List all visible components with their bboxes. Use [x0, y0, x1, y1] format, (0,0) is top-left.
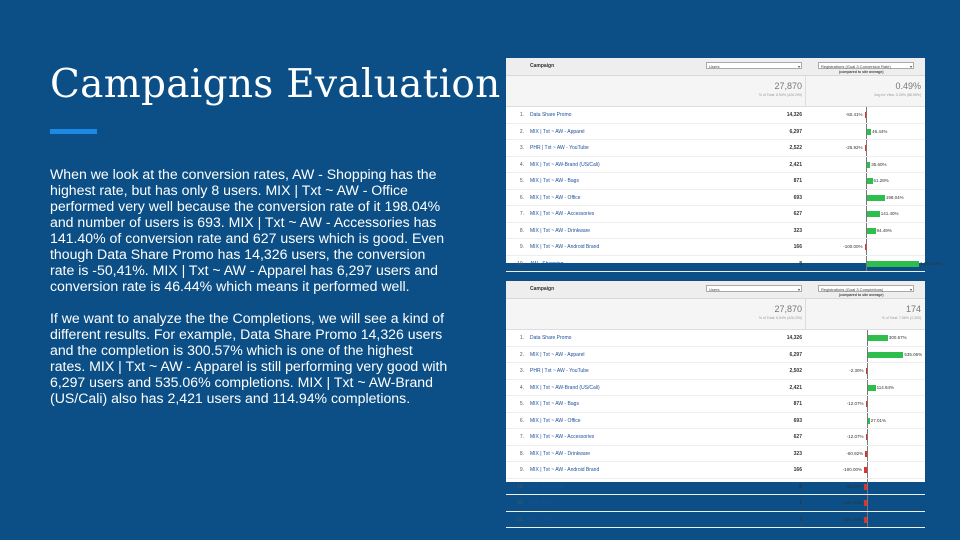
users-value: 7	[799, 500, 802, 506]
table-row[interactable]	[506, 363, 925, 380]
table-row[interactable]	[506, 347, 925, 364]
percent-label: 94.49%	[876, 227, 892, 233]
percent-label: 198.04%	[885, 194, 904, 200]
completions-table	[506, 281, 925, 523]
chevron-down-icon: ▾	[797, 64, 800, 69]
table-row[interactable]	[506, 380, 925, 397]
campaign-link[interactable]: MIX | Txt ~ AW - Apparel	[530, 128, 585, 135]
percent-label: -100.00%	[842, 467, 862, 472]
table-row[interactable]	[506, 462, 925, 479]
percent-label: 46.44%	[872, 128, 888, 134]
campaign-link[interactable]: MIX | Txt ~ AW - Apparel	[530, 351, 585, 358]
users-value: 7	[799, 516, 802, 523]
percent-label: 27.01%	[870, 417, 887, 423]
campaign-link[interactable]: AW - Office	[530, 516, 556, 523]
table-row[interactable]	[506, 206, 925, 223]
zero-axis	[867, 396, 868, 412]
row-number: 2.	[519, 128, 524, 135]
campaign-link[interactable]: MIX | Txt ~ AW - Bags	[530, 401, 579, 407]
conversion-metric-select[interactable]: Registrations (Goal 3 Conversion Rate) ▾	[818, 62, 914, 69]
users-value: 14,326	[786, 335, 802, 341]
chevron-down-icon: ▾	[909, 287, 912, 292]
campaign-link[interactable]: MIX | Txt ~ AW - Android Brand	[530, 467, 600, 473]
users-value: 8	[799, 260, 802, 267]
row-number: 4.	[519, 384, 524, 391]
zero-axis	[867, 512, 868, 528]
percent-bar	[867, 178, 873, 184]
campaign-link[interactable]: MIX | Txt ~ AW-Brand (US/Cali)	[530, 161, 600, 168]
percent-bar	[868, 418, 870, 424]
zero-axis	[866, 107, 867, 123]
row-number: 9.	[519, 467, 524, 473]
zero-axis	[867, 462, 868, 478]
row-number: 8.	[519, 450, 524, 457]
campaign-link[interactable]: AW - Bags	[530, 500, 554, 506]
percent-bar	[868, 385, 876, 391]
slide-body	[50, 166, 450, 422]
campaign-link[interactable]: Data Share Promo	[530, 335, 572, 341]
percent-label: -25.92%	[845, 145, 863, 150]
campaign-column-header: Campaign	[530, 63, 555, 69]
users-value: 6,297	[789, 128, 802, 135]
users-value: 871	[793, 401, 802, 407]
row-number: 9.	[519, 244, 524, 250]
table-header	[506, 58, 925, 76]
percent-label: 35.60%	[871, 161, 887, 167]
percent-bar	[865, 112, 867, 118]
row-number: 12.	[517, 516, 524, 523]
row-number: 8.	[519, 227, 524, 234]
paragraph-completions: If we want to analyze the the Completions, we will see a kind of different results. For example, Data Share Promo 14,326 users and the completion is 300.57% which is one of the highest rates. MIX | Txt ~ AW - Apparel is still performing very good with 6,297 users and 535.06% completions. MIX | Txt ~ AW-Brand (US/Cali) also has 2,421 users and 114.94% completions.	[50, 310, 448, 406]
percent-label: -90.23%	[845, 483, 863, 489]
percent-bar	[864, 517, 867, 523]
percent-bar	[867, 195, 885, 201]
chevron-down-icon: ▾	[797, 287, 800, 292]
percent-label: -12.07%	[846, 434, 864, 439]
total-users: 27,870	[774, 81, 802, 91]
users-value: 323	[793, 450, 802, 457]
users-value: 627	[793, 211, 802, 217]
table-row[interactable]	[506, 256, 942, 273]
table-row[interactable]	[506, 124, 925, 141]
campaign-column-header: Campaign	[530, 286, 555, 292]
percent-bar	[866, 401, 868, 407]
percent-bar	[867, 261, 919, 267]
users-value: 2,421	[789, 384, 802, 391]
percent-label: 61.28%	[873, 178, 889, 183]
percent-bar	[868, 335, 888, 341]
total-conversion-note: Avg for View: 0.26% (88.59%)	[874, 93, 921, 97]
percent-bar	[867, 162, 870, 168]
row-number: 6.	[519, 417, 524, 424]
users-value: 8	[799, 483, 802, 490]
row-number: 4.	[519, 161, 524, 168]
zero-axis	[867, 429, 868, 445]
percent-bar	[867, 211, 880, 217]
campaign-link[interactable]: PHR | Txt ~ AW - YouTube	[530, 145, 589, 151]
campaign-link[interactable]: MIX | Txt ~ AW - Office	[530, 194, 581, 201]
zero-axis	[866, 140, 867, 156]
users-value: 693	[793, 194, 802, 201]
totals-row	[506, 76, 925, 107]
table-row[interactable]	[506, 429, 925, 446]
total-conversion-rate: 0.49%	[895, 81, 921, 91]
row-number: 1.	[519, 112, 524, 118]
percent-bar	[864, 467, 867, 473]
zero-axis	[866, 239, 867, 255]
percent-bar	[866, 434, 868, 440]
paragraph-conversion-rates: When we look at the conversion rates, AW - Shopping has the highest rate, but has only 8 users. MIX | Txt ~ AW - Office performed very well because the conversion rate of it 198.04% and number of users is 693. MIX | Txt ~ AW - Accessories has 141.40% of conversion rate and 627 users which is good. Even though Data Share Promo has 14,326 users, the conversion rate is -50,41%. MIX | Txt ~ AW - Apparel has 6,297 users and conversion rate is 46.44% which means it performed well.	[50, 166, 445, 294]
total-completions: 174	[905, 304, 921, 314]
percent-label: -100.00%	[842, 500, 862, 505]
total-users-note: % of Total: 6.54% (426,299)	[758, 316, 802, 320]
percent-bar	[866, 368, 868, 374]
zero-axis	[867, 479, 868, 495]
users-value: 2,502	[789, 368, 802, 374]
users-metric-select[interactable]: Users ▾	[706, 285, 802, 292]
users-value: 2,421	[789, 161, 802, 168]
table-row[interactable]	[506, 140, 925, 157]
campaign-link[interactable]: MIX | Txt ~ AW - Bags	[530, 178, 579, 184]
campaign-link[interactable]: MIX | Txt ~ AW - Office	[530, 417, 581, 424]
table-row[interactable]	[506, 107, 925, 124]
percent-bar	[865, 451, 867, 457]
zero-axis	[867, 495, 868, 511]
conversion-rate-table	[506, 58, 942, 267]
percent-label: 1,267.65%	[920, 260, 942, 266]
row-number: 11.	[517, 500, 524, 506]
slide-title: Campaigns Evaluation	[50, 62, 501, 107]
percent-label: -12.07%	[846, 401, 864, 406]
percent-bar	[865, 145, 867, 151]
percent-label: 535.06%	[904, 351, 923, 357]
zero-axis	[867, 363, 868, 379]
chevron-down-icon: ▾	[909, 64, 912, 69]
percent-label: 141.40%	[880, 211, 899, 216]
campaign-link[interactable]: MIX | Txt ~ AW - Accessories	[530, 434, 595, 440]
total-users: 27,870	[774, 304, 802, 314]
table-row[interactable]	[506, 446, 925, 463]
row-number: 5.	[519, 401, 524, 407]
users-metric-select[interactable]: Users ▾	[706, 62, 802, 69]
table-row[interactable]	[506, 330, 925, 347]
total-completions-note: % of Total: 7.56% (2,300)	[881, 316, 921, 320]
row-number: 3.	[519, 368, 524, 374]
percent-bar	[865, 244, 867, 250]
totals-row	[506, 299, 925, 330]
campaign-link[interactable]: AW - Shopping	[530, 483, 564, 490]
table-header	[506, 281, 925, 299]
row-number: 2.	[519, 351, 524, 358]
table-row[interactable]	[506, 190, 925, 207]
users-value: 14,326	[786, 112, 802, 118]
campaign-link[interactable]: PHR | Txt ~ AW - YouTube	[530, 368, 589, 374]
table-row[interactable]	[506, 512, 925, 529]
row-number: 10.	[517, 483, 524, 490]
campaign-link[interactable]: MIX | Txt ~ AW - Drinkware	[530, 450, 591, 457]
table-body	[506, 107, 942, 272]
compare-note: (compared to site average)	[839, 293, 884, 297]
table-row[interactable]	[506, 413, 925, 430]
table-row[interactable]	[506, 173, 925, 190]
row-number: 1.	[519, 335, 524, 341]
row-number: 3.	[519, 145, 524, 151]
percent-bar	[867, 228, 876, 234]
campaign-link[interactable]: MIX | Txt ~ AW-Brand (US/Cali)	[530, 384, 600, 391]
campaign-link[interactable]: Data Share Promo	[530, 112, 572, 118]
campaign-link[interactable]: MIX | Txt ~ AW - Accessories	[530, 211, 595, 217]
row-number: 10.	[517, 260, 524, 267]
title-accent-bar	[50, 129, 97, 134]
table-body	[506, 330, 925, 528]
campaign-link[interactable]: MIX | Txt ~ AW - Drinkware	[530, 227, 591, 234]
percent-bar	[864, 500, 867, 506]
users-value: 627	[793, 434, 802, 440]
zero-axis	[867, 446, 868, 462]
table-row[interactable]	[506, 495, 925, 512]
row-number: 7.	[519, 211, 524, 217]
table-row[interactable]	[506, 479, 925, 496]
percent-bar	[867, 129, 871, 135]
completions-metric-select[interactable]: Registrations (Goal 3 Completions) ▾	[818, 285, 914, 292]
users-value: 2,522	[789, 145, 802, 151]
percent-bar	[864, 484, 867, 490]
row-number: 6.	[519, 194, 524, 201]
users-value: 6,297	[789, 351, 802, 358]
row-number: 5.	[519, 178, 524, 184]
total-users-note: % of Total: 6.54% (426,299)	[758, 93, 802, 97]
users-value: 166	[793, 244, 802, 250]
campaign-link[interactable]: MIX | Txt ~ AW - Android Brand	[530, 244, 600, 250]
percent-label: 114.94%	[876, 384, 895, 390]
users-value: 871	[793, 178, 802, 184]
percent-label: 300.57%	[888, 335, 907, 340]
percent-label: -100.00%	[843, 244, 863, 249]
percent-label: -2.30%	[849, 368, 864, 373]
users-value: 166	[793, 467, 802, 473]
percent-label: -60.92%	[846, 450, 864, 456]
campaign-link[interactable]: AW - Shopping	[530, 260, 564, 267]
users-value: 323	[793, 227, 802, 234]
percent-bar	[868, 352, 903, 358]
compare-note: (compared to site average)	[839, 70, 884, 74]
percent-label: -50.41%	[845, 112, 863, 117]
table-row[interactable]	[506, 239, 925, 256]
percent-label: -100.00%	[842, 516, 862, 522]
table-row[interactable]	[506, 223, 925, 240]
row-number: 7.	[519, 434, 524, 440]
table-row[interactable]	[506, 396, 925, 413]
table-row[interactable]	[506, 157, 925, 174]
users-value: 693	[793, 417, 802, 424]
